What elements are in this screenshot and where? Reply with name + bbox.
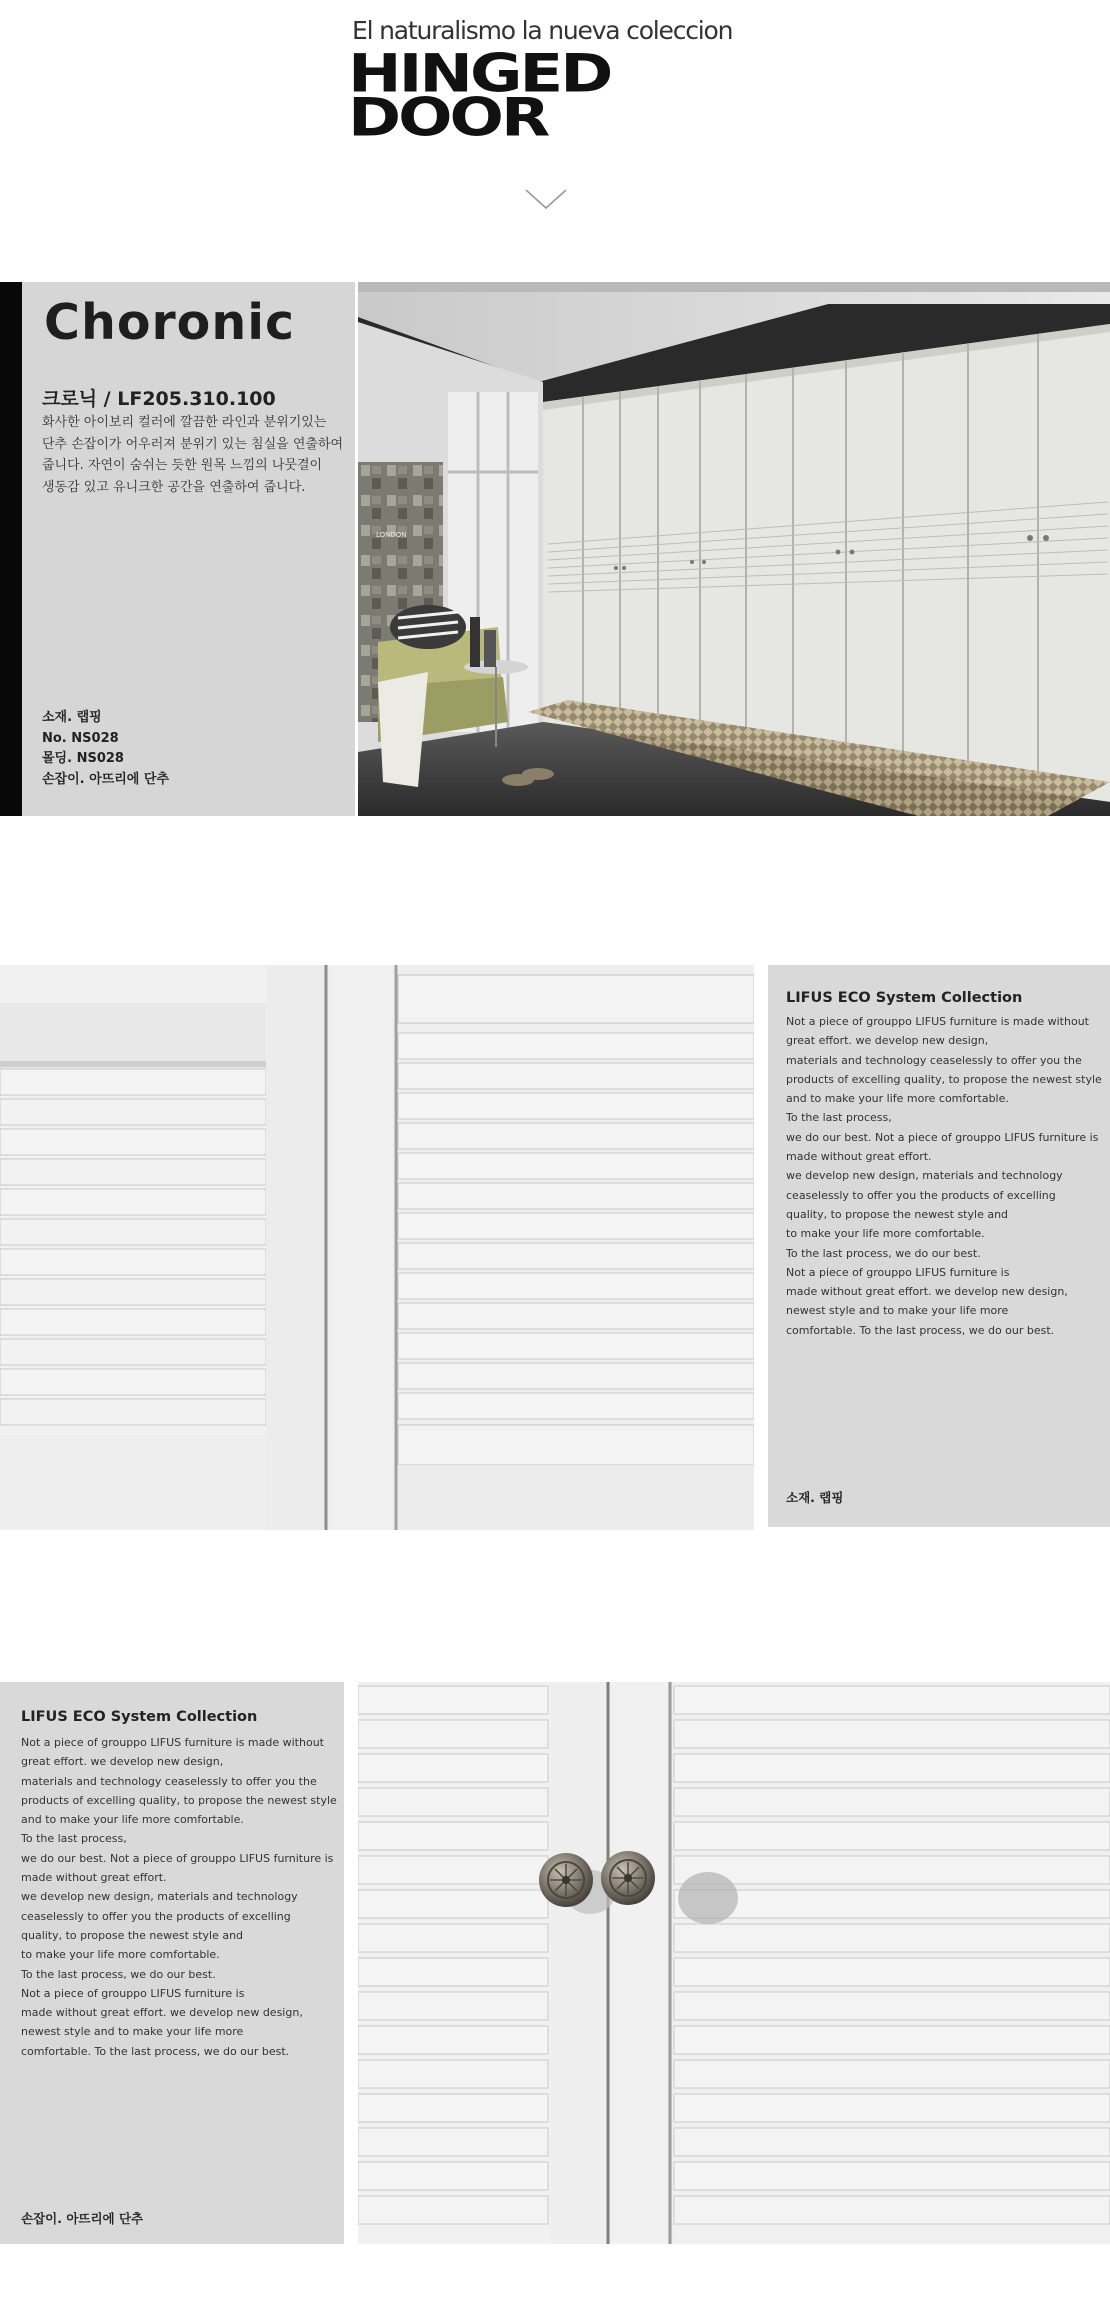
body-line: ceaselessly to offer you the products of excelling bbox=[21, 1909, 291, 1923]
body-line: products of excelling quality, to propose the newest style bbox=[21, 1793, 337, 1807]
body-line: made without great effort. we develop new design, bbox=[21, 2006, 303, 2020]
body-line: we do our best. Not a piece of grouppo LIFUS furniture is bbox=[21, 1851, 334, 1865]
spec-handle: 손잡이. 아뜨리에 단추 bbox=[42, 771, 170, 787]
body-line: newest style and to make your life more bbox=[786, 1304, 1009, 1318]
body-line: to make your life more comfortable. bbox=[21, 1948, 220, 1962]
collection-title: LIFUS ECO System Collection bbox=[786, 990, 1023, 1006]
description-line: 줍니다. 자연이 숨쉬는 듯한 원목 느낌의 나뭇결이 bbox=[42, 458, 323, 473]
body-line: To the last process, bbox=[21, 1832, 127, 1846]
collection-material: 소재. 랩핑 bbox=[786, 1490, 844, 1505]
body-line: and to make your life more comfortable. bbox=[21, 1813, 244, 1827]
body-line: products of excelling quality, to propose the newest style bbox=[786, 1072, 1102, 1086]
header-tagline: El naturalismo la nueva coleccion bbox=[352, 16, 733, 45]
description-line: 단추 손잡이가 어우러져 분위기 있는 침실을 연출하여 bbox=[42, 436, 344, 452]
body-line: and to make your life more comfortable. bbox=[786, 1092, 1009, 1106]
left-knob bbox=[539, 1853, 593, 1907]
louver-closeup-photo bbox=[0, 965, 754, 1530]
body-line: comfortable. To the last process, we do our best. bbox=[786, 1323, 1055, 1337]
body-line: materials and technology ceaselessly to offer you the bbox=[786, 1053, 1082, 1067]
body-line: To the last process, we do our best. bbox=[21, 1967, 216, 1981]
body-line: we develop new design, materials and technology bbox=[786, 1169, 1063, 1183]
body-line: to make your life more comfortable. bbox=[786, 1227, 985, 1241]
body-line: we develop new design, materials and technology bbox=[21, 1890, 298, 1904]
collection-title-2: LIFUS ECO System Collection bbox=[21, 1709, 258, 1725]
poster-text: LONDON bbox=[376, 531, 407, 539]
body-line: To the last process, we do our best. bbox=[786, 1246, 981, 1260]
spec-molding: 몰딩. NS028 bbox=[42, 751, 124, 766]
accent-bar bbox=[0, 282, 22, 816]
description-line: 생동감 있고 유니크한 공간을 연출하여 줍니다. bbox=[42, 479, 306, 495]
product-specs bbox=[42, 708, 169, 790]
body-line: we do our best. Not a piece of grouppo LIFUS furniture is bbox=[786, 1130, 1099, 1144]
product-code: 크로닉 / LF205.310.100 bbox=[42, 388, 276, 410]
logo-door: DOOR bbox=[348, 87, 548, 149]
collection-body-2 bbox=[21, 1733, 337, 2061]
logo-hinged: HINGED bbox=[348, 43, 611, 105]
body-line: Not a piece of grouppo LIFUS furniture is made without bbox=[21, 1736, 324, 1749]
knob-closeup-photo bbox=[358, 1682, 1110, 2244]
body-line: Not a piece of grouppo LIFUS furniture is bbox=[21, 1986, 245, 2000]
room-photo bbox=[358, 282, 1110, 816]
collection-body bbox=[786, 1012, 1102, 1340]
collection-handle: 손잡이. 아뜨리에 단추 bbox=[21, 2211, 144, 2226]
body-line: newest style and to make your life more bbox=[21, 2025, 244, 2039]
body-line: made without great effort. we develop new design, bbox=[786, 1285, 1068, 1299]
body-line: materials and technology ceaselessly to offer you the bbox=[21, 1774, 317, 1788]
body-line: Not a piece of grouppo LIFUS furniture is bbox=[786, 1265, 1010, 1279]
body-line: To the last process, bbox=[786, 1111, 892, 1125]
body-line: great effort. we develop new design, bbox=[786, 1034, 989, 1048]
body-line: quality, to propose the newest style and bbox=[786, 1207, 1009, 1221]
chevron-down-icon bbox=[524, 188, 568, 212]
spec-number: No. NS028 bbox=[42, 730, 119, 746]
description-line: 화사한 아이보리 컬러에 깔끔한 라인과 분위기있는 bbox=[42, 415, 327, 430]
product-description bbox=[42, 412, 342, 498]
body-line: Not a piece of grouppo LIFUS furniture is made without bbox=[786, 1015, 1089, 1028]
body-line: quality, to propose the newest style and bbox=[21, 1928, 244, 1942]
product-title: Choronic bbox=[44, 294, 296, 351]
body-line: made without great effort. bbox=[21, 1871, 167, 1885]
spec-material: 소재. 랩핑 bbox=[42, 710, 102, 725]
body-line: great effort. we develop new design, bbox=[21, 1755, 224, 1769]
body-line: comfortable. To the last process, we do our best. bbox=[21, 2044, 290, 2058]
body-line: ceaselessly to offer you the products of excelling bbox=[786, 1188, 1056, 1202]
body-line: made without great effort. bbox=[786, 1150, 932, 1164]
right-knob bbox=[601, 1851, 655, 1905]
